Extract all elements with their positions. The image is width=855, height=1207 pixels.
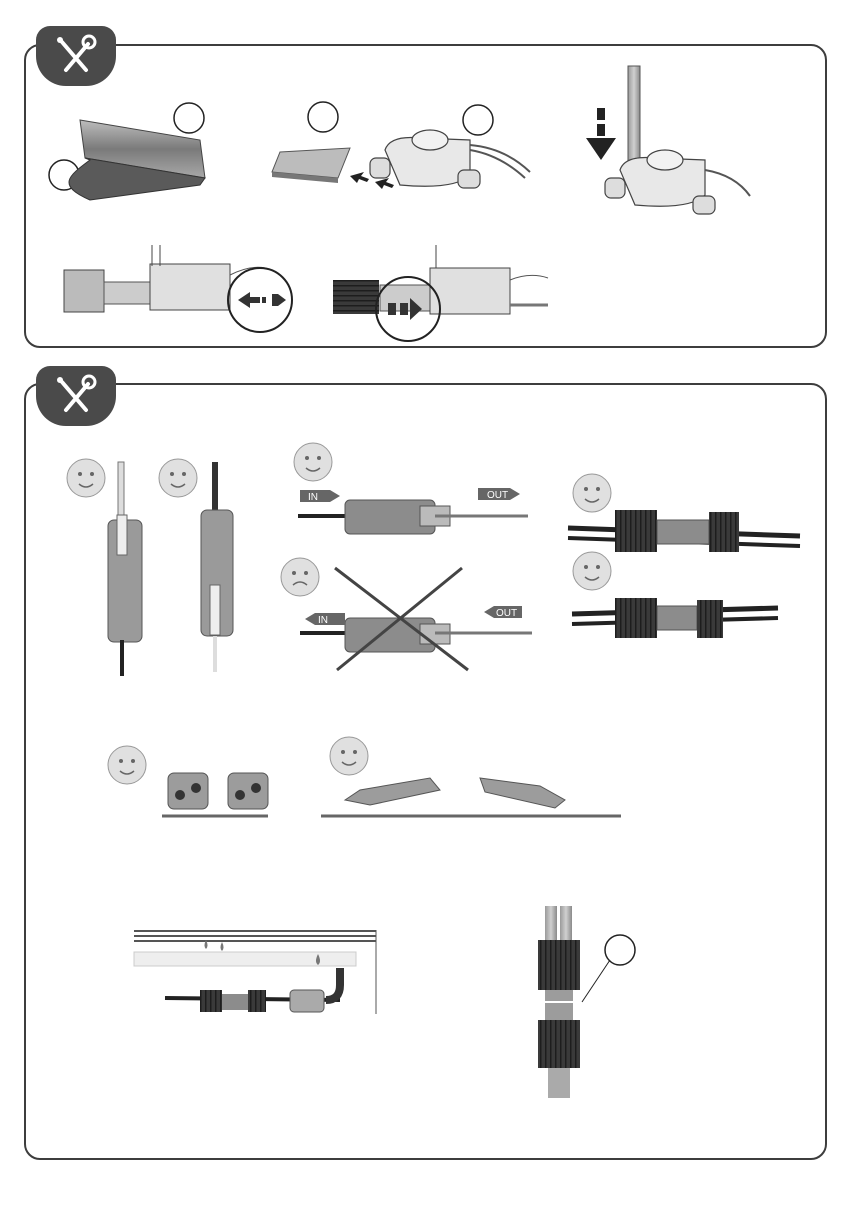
pump-vertical-1 (108, 462, 142, 676)
pumps-on-surface (321, 778, 621, 816)
vertical-sleeve-detail (538, 906, 635, 1098)
in-label: IN (308, 492, 318, 503)
in-label-wrong (305, 613, 345, 626)
in-label-correct (300, 490, 340, 503)
sleeve-assembly-2 (572, 598, 778, 638)
water-drop-icon (221, 942, 224, 951)
out-label: OUT (487, 490, 509, 501)
connector-cubes (162, 773, 268, 816)
out-label-correct (478, 488, 520, 501)
pump-unit (370, 130, 530, 188)
pump-horizontal-correct (298, 500, 528, 534)
vertical-pipe (628, 66, 640, 166)
foam-pad (272, 148, 350, 183)
arrow-down-icon (586, 108, 616, 160)
out-label-wrong (484, 606, 522, 619)
ac-mounting-view (134, 930, 376, 1014)
out-label: OUT (496, 608, 518, 619)
pump-vertical-2 (201, 462, 233, 672)
sad-face-icon (281, 558, 319, 596)
in-label: IN (318, 615, 328, 626)
sleeve-assembly-1 (568, 510, 800, 552)
pump-side-view-left (64, 245, 292, 332)
pump-unit (605, 150, 750, 214)
pump-side-view-right (333, 245, 548, 341)
